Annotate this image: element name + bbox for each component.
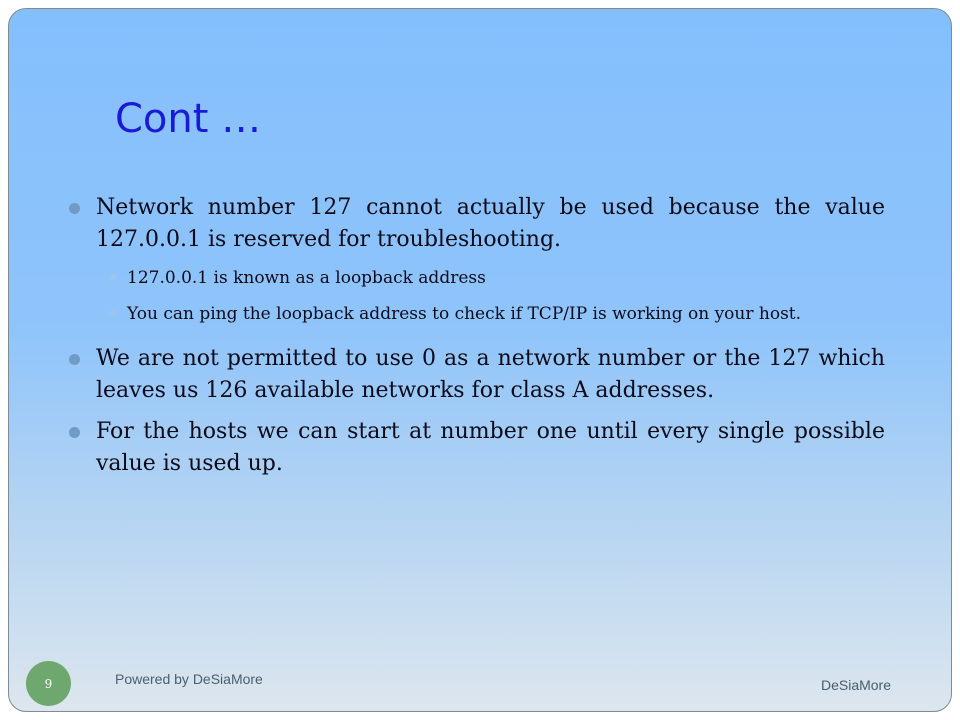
slide-title: Cont … bbox=[115, 96, 262, 142]
sub-bullet-item: 127.0.0.1 is known as a loopback address bbox=[109, 263, 885, 293]
page-number: 9 bbox=[44, 676, 53, 691]
footer-brand: DeSiaMore bbox=[820, 677, 891, 693]
bullet-item: For the hosts we can start at number one until every single possible value is used up. bbox=[69, 416, 885, 480]
bullet-item: We are not permitted to use 0 as a network number or the 127 which leaves us 126 available networks for class A addresses. bbox=[69, 343, 885, 407]
bullet-item: Network number 127 cannot actually be used because the value 127.0.0.1 is reserved for troubleshooting. bbox=[69, 192, 885, 256]
powered-by-text: Powered by DeSiaMore bbox=[115, 671, 263, 687]
page-number-badge bbox=[26, 661, 71, 706]
sub-bullet-item: You can ping the loopback address to check if TCP/IP is working on your host. bbox=[109, 299, 885, 329]
slide-content bbox=[69, 192, 885, 489]
slide-frame bbox=[8, 8, 952, 712]
